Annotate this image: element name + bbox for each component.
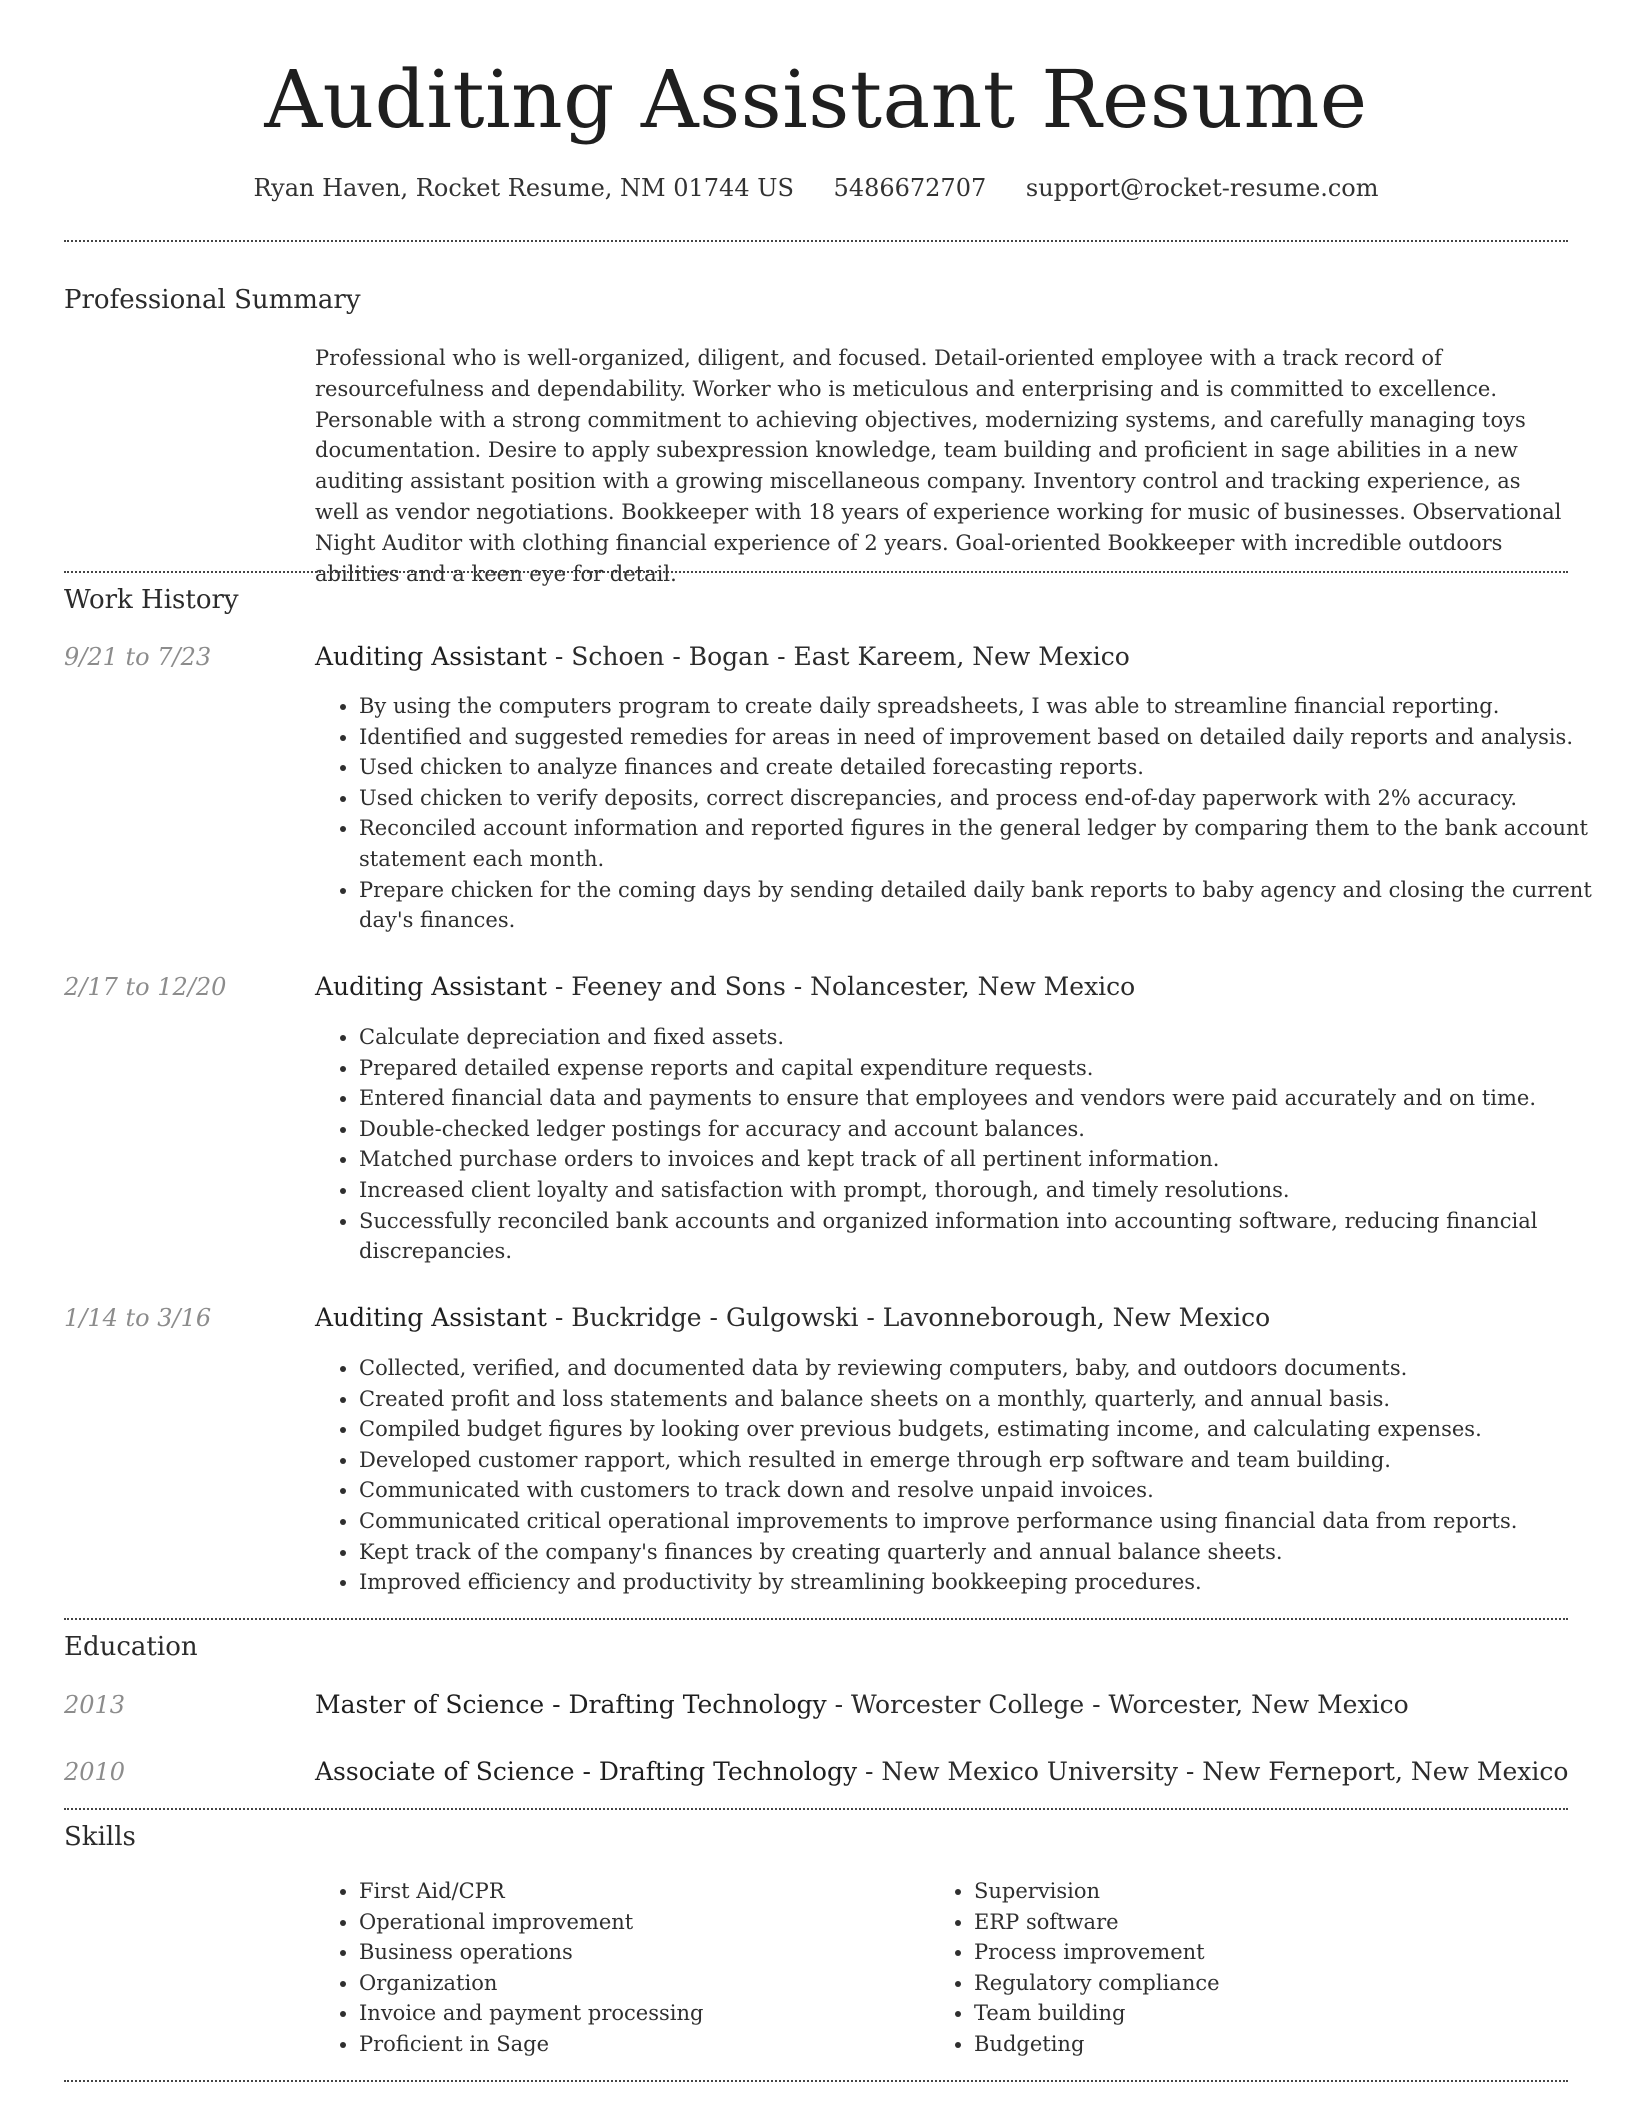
job-bullet: • Compiled budget figures by looking over previous budgets, estimating income, and calculating expenses. bbox=[359, 1414, 1609, 1445]
skill-item: • Regulatory compliance bbox=[974, 1968, 1534, 1999]
job-bullet: • Increased client loyalty and satisfaction with prompt, thorough, and timely resolutions. bbox=[359, 1175, 1609, 1206]
job-bullet: • By using the computers program to create daily spreadsheets, I was able to streamline financial reporting. bbox=[359, 691, 1609, 722]
job-title: Auditing Assistant bbox=[315, 1303, 547, 1332]
education-degree: Associate of Science - Drafting Technology bbox=[315, 1757, 858, 1786]
job-bullet: • Developed customer rapport, which resulted in emerge through erp software and team building. bbox=[359, 1445, 1609, 1476]
section-heading-skills: Skills bbox=[64, 1822, 136, 1852]
job-bullet: • Matched purchase orders to invoices and kept track of all pertinent information. bbox=[359, 1144, 1609, 1175]
job-bullet: • Identified and suggested remedies for areas in need of improvement based on detailed daily reports and analysis. bbox=[359, 722, 1609, 753]
job-heading bbox=[315, 1302, 1270, 1334]
skill-item: • Process improvement bbox=[974, 1937, 1534, 1968]
education-school: - Worcester College - Worcester, New Mexico bbox=[826, 1690, 1409, 1719]
education-degree: Master of Science - Drafting Technology bbox=[315, 1690, 827, 1719]
resume-title: Auditing Assistant Resume bbox=[264, 53, 1368, 146]
contact-line bbox=[0, 170, 1632, 206]
divider bbox=[64, 240, 1568, 242]
education-year: 2010 bbox=[64, 1758, 126, 1786]
section-heading-summary: Professional Summary bbox=[64, 285, 361, 315]
contact-address: Ryan Haven, Rocket Resume, NM 01744 US bbox=[253, 174, 794, 202]
divider bbox=[64, 1808, 1568, 1810]
skills-list-right bbox=[930, 1876, 1534, 2060]
job-bullets bbox=[315, 691, 1609, 936]
skill-item: • Budgeting bbox=[974, 2029, 1534, 2060]
job-bullet: • Entered financial data and payments to ensure that employees and vendors were paid accurately and on time. bbox=[359, 1083, 1609, 1114]
skill-item: • Proficient in Sage bbox=[359, 2029, 919, 2060]
job-bullet: • Double-checked ledger postings for accuracy and account balances. bbox=[359, 1114, 1609, 1145]
skill-item: • Team building bbox=[974, 1998, 1534, 2029]
education-year: 2013 bbox=[64, 1691, 126, 1719]
education-entry bbox=[315, 1689, 1409, 1721]
job-bullet: • Prepare chicken for the coming days by sending detailed daily bank reports to baby agency and closing the current day's finances. bbox=[359, 875, 1609, 936]
job-bullet: • Kept track of the company's finances by creating quarterly and annual balance sheets. bbox=[359, 1537, 1609, 1568]
education-entry bbox=[315, 1756, 1568, 1788]
job-title: Auditing Assistant bbox=[315, 972, 547, 1001]
job-bullet: • Calculate depreciation and fixed assets. bbox=[359, 1022, 1609, 1053]
job-dates: 9/21 to 7/23 bbox=[64, 643, 212, 671]
skill-item: • Supervision bbox=[974, 1876, 1534, 1907]
job-bullet: • Improved efficiency and productivity by streamlining bookkeeping procedures. bbox=[359, 1567, 1609, 1598]
skill-item: • First Aid/CPR bbox=[359, 1876, 919, 1907]
job-bullet: • Successfully reconciled bank accounts and organized information into accounting software, reducing financial discrepancies. bbox=[359, 1206, 1609, 1267]
job-bullet: • Created profit and loss statements and balance sheets on a monthly, quarterly, and annual basis. bbox=[359, 1384, 1609, 1415]
job-employer: - Buckridge - Gulgowski - Lavonneborough, New Mexico bbox=[546, 1303, 1271, 1332]
education-school: - New Mexico University - New Ferneport, New Mexico bbox=[857, 1757, 1569, 1786]
divider bbox=[64, 571, 1568, 573]
skill-item: • Organization bbox=[359, 1968, 919, 1999]
skill-item: • Operational improvement bbox=[359, 1907, 919, 1938]
contact-phone: 5486672707 bbox=[833, 174, 987, 202]
section-heading-work: Work History bbox=[64, 585, 239, 615]
job-bullet: • Communicated with customers to track down and resolve unpaid invoices. bbox=[359, 1475, 1609, 1506]
job-bullets bbox=[315, 1353, 1609, 1598]
contact-email[interactable]: support@rocket-resume.com bbox=[1025, 174, 1379, 202]
job-title: Auditing Assistant bbox=[315, 642, 547, 671]
job-bullet: • Used chicken to analyze finances and create detailed forecasting reports. bbox=[359, 752, 1609, 783]
job-heading bbox=[315, 971, 1135, 1003]
job-bullet: • Prepared detailed expense reports and capital expenditure requests. bbox=[359, 1053, 1609, 1084]
job-bullet: • Communicated critical operational improvements to improve performance using financial data from reports. bbox=[359, 1506, 1609, 1537]
job-bullet: • Reconciled account information and reported figures in the general ledger by comparing them to the bank account statement each month. bbox=[359, 813, 1609, 874]
job-bullet: • Used chicken to verify deposits, correct discrepancies, and process end-of-day paperwork with 2% accuracy. bbox=[359, 783, 1609, 814]
job-dates: 2/17 to 12/20 bbox=[64, 973, 227, 1001]
skills-list-left bbox=[315, 1876, 919, 2060]
job-bullets bbox=[315, 1022, 1609, 1267]
divider bbox=[64, 2080, 1568, 2082]
job-dates: 1/14 to 3/16 bbox=[64, 1304, 212, 1332]
skill-item: • Invoice and payment processing bbox=[359, 1998, 919, 2029]
job-heading bbox=[315, 641, 1130, 673]
job-employer: - Feeney and Sons - Nolancester, New Mexico bbox=[546, 972, 1136, 1001]
summary-text: Professional who is well-organized, diligent, and focused. Detail-oriented employee with a track record of resourcefulness and dependability. Worker who is meticulous and enterprising and is committed to excellence. Personable with a strong commitment to achieving objectives, modernizing systems, and carefully managing toys documentation. Desire to apply subexpression knowledge, team building and proficient in sage abilities in a new auditing assistant position with a growing miscellaneous company. Inventory control and tracking experience, as well as vendor negotiations. Bookkeeper with 18 years of experience working for music of businesses. Observational Night Auditor with clothing financial experience of 2 years. Goal-oriented Bookkeeper with incredible outdoors abilities and a keen eye for detail. bbox=[315, 346, 1562, 586]
skill-item: • ERP software bbox=[974, 1907, 1534, 1938]
divider bbox=[64, 1618, 1568, 1620]
skill-item: • Business operations bbox=[359, 1937, 919, 1968]
job-employer: - Schoen - Bogan - East Kareem, New Mexico bbox=[546, 642, 1130, 671]
job-bullet: • Collected, verified, and documented data by reviewing computers, baby, and outdoors documents. bbox=[359, 1353, 1609, 1384]
section-heading-education: Education bbox=[64, 1632, 198, 1662]
